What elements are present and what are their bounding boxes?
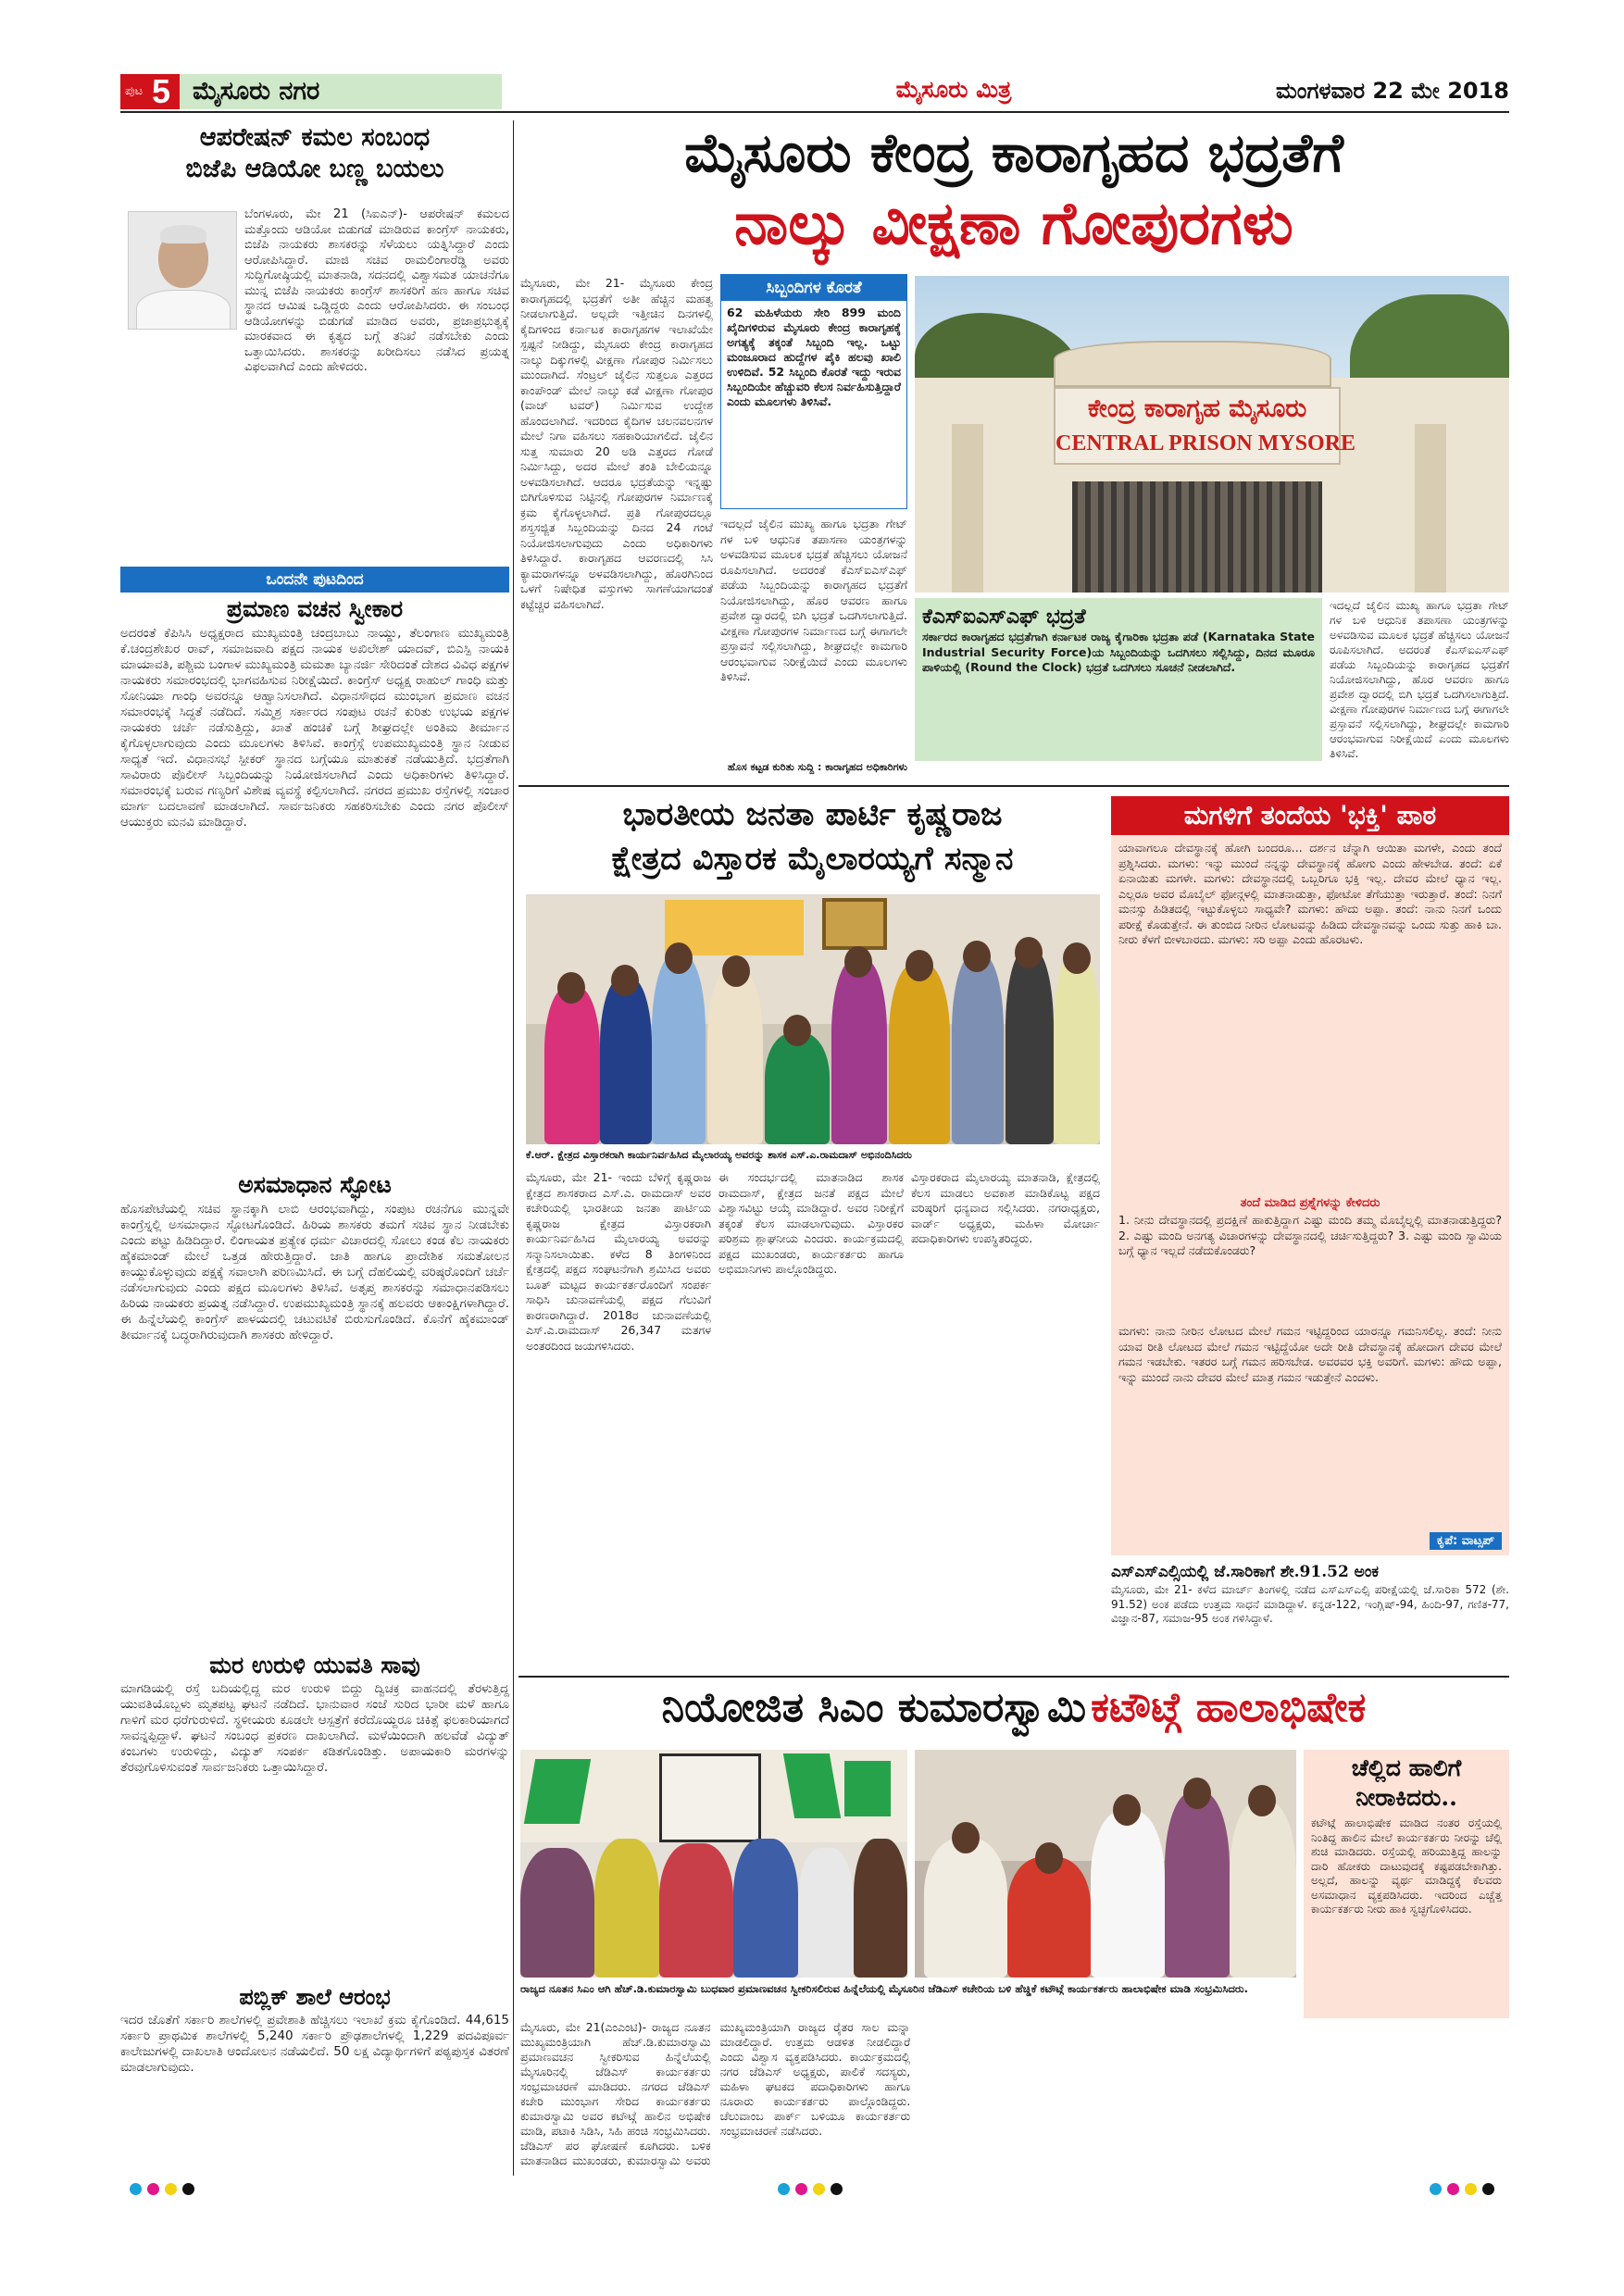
person-3 [652,955,706,1144]
left-story3-body: ಹೊಸಪೇಟೆಯಲ್ಲಿ ಸಚಿವ ಸ್ಥಾನಕ್ಕಾಗಿ ಲಾಬಿ ಆರಂಭವಾಗಿದ್ದು, ಸಂಪುಟ ರಚನೆಗೂ ಮುನ್ನವೇ ಕಾಂಗ್ರೆಸ್ನಲ್ಲಿ ಅಸಮಾಧಾನ ಸ್ಫೋಟಗೊಂಡಿದೆ. ಹಿರಿಯ ಶಾಸಕರು ತಮಗೆ ಸಚಿವ ಸ್ಥಾನ ನೀಡಬೇಕು ಎಂದು ಪಟ್ಟು ಹಿಡಿದಿದ್ದಾರೆ. ಲಿಂಗಾಯತ ಪ್ರತ್ಯೇಕ ಧರ್ಮ ವಿಚಾರದಲ್ಲಿ ಸೋಲು ಕಂಡ ಕೆಲ ನಾಯಕರು ಹೈಕಮಾಂಡ್ ಮೇಲೆ ಒತ್ತಡ ಹೇರುತ್ತಿದ್ದಾರೆ. ಜಾತಿ ಹಾಗೂ ಪ್ರಾದೇಶಿಕ ಸಮತೋಲನ ಕಾಯ್ದುಕೊಳ್ಳುವುದು ಪಕ್ಷಕ್ಕೆ ಸವಾಲಾಗಿ ಪರಿಣಮಿಸಿದೆ. ಈ ಬಗ್ಗೆ ದೆಹಲಿಯಲ್ಲಿ ವರಿಷ್ಠರೊಂದಿಗೆ ಚರ್ಚೆ ನಡೆಸಲಾಗುವುದು ಎಂದು ಪಕ್ಷದ ಮೂಲಗಳು ತಿಳಿಸಿವೆ. ಅತೃಪ್ತ ಶಾಸಕರನ್ನು ಸಮಾಧಾನಪಡಿಸಲು ಹಿರಿಯ ನಾಯಕರು ಪ್ರಯತ್ನ ನಡೆಸಿದ್ದಾರೆ. ಉಪಮುಖ್ಯಮಂತ್ರಿ ಸ್ಥಾನಕ್ಕೆ ಹಲವರು ಆಕಾಂಕ್ಷಿಗಳಾಗಿದ್ದಾರೆ. ಈ ಹಿನ್ನೆಲೆಯಲ್ಲಿ ಕಾಂಗ್ರೆಸ್ ಪಾಳಯದಲ್ಲಿ ಚಟುವಟಿಕೆ ಬಿರುಸುಗೊಂಡಿದೆ. ಕೊನೆಗೆ ಹೈಕಮಾಂಡ್ ತೀರ್ಮಾನಕ್ಕೆ ಬದ್ಧರಾಗಿರುವುದಾಗಿ ಶಾಸಕರು ಹೇಳಿದ್ದಾರೆ. [120,1202,509,1342]
hk-headline [518,1679,1509,1741]
milk-box-body: ಕಟೌಟ್ಗೆ ಹಾಲಾಭಿಷೇಕ ಮಾಡಿದ ನಂತರ ರಸ್ತೆಯಲ್ಲಿ ನಿಂತಿದ್ದ ಹಾಲಿನ ಮೇಲೆ ಕಾರ್ಯಕರ್ತರು ನೀರನ್ನು ಚೆಲ್ಲಿ ಶುಚಿ ಮಾಡಿದರು. ರಸ್ತೆಯಲ್ಲಿ ಹರಿಯುತ್ತಿದ್ದ ಹಾಲನ್ನು ದಾರಿ ಹೋಕರು ದಾಟುವುದಕ್ಕೆ ಕಷ್ಟಪಡಬೇಕಾಗಿತ್ತು. ಅಲ್ಲದೆ, ಹಾಲನ್ನು ವ್ಯರ್ಥ ಮಾಡಿದ್ದಕ್ಕೆ ಕೆಲವರು ಅಸಮಾಧಾನ ವ್ಯಕ್ತಪಡಿಸಿದರು. ಇದರಿಂದ ಎಚ್ಚೆತ್ತ ಕಾರ್ಯಕರ್ತರು ನೀರು ಹಾಕಿ ಸ್ವಚ್ಛಗೊಳಿಸಿದರು. [1311,1816,1502,1915]
group-head-5 [1248,1785,1276,1816]
hk-cutout-photo-2 [915,1750,1296,1978]
dot-magenta [795,2183,807,2195]
left-story-public-school [120,1981,509,2176]
bjp-story [518,792,1106,1635]
page-number-box [120,74,502,109]
head-4 [722,955,750,987]
bjp-felicitation-photo [526,894,1100,1144]
left-story2-headline: ಪ್ರಮಾಣ ವಚನ ಸ್ವೀಕಾರ [226,595,404,622]
bhakti-questions: 1. ನೀನು ದೇವಸ್ಥಾನದಲ್ಲಿ ಪ್ರದಕ್ಷಿಣೆ ಹಾಕುತ್ತಿದ್ದಾಗ ಎಷ್ಟು ಮಂದಿ ತಮ್ಮ ಮೊಬೈಲ್ನಲ್ಲಿ ಮಾತನಾಡುತ್ತಿದ್ದರು? 2. ಎಷ್ಟು ಮಂದಿ ಅನಗತ್ಯ ವಿಚಾರಗಳನ್ನು ದೇವಸ್ಥಾನದಲ್ಲಿ ಚರ್ಚಿಸುತ್ತಿದ್ದರು? 3. ಎಷ್ಟು ಮಂದಿ ಸ್ವಾಮಿಯ ಬಗ್ಗೆ ಧ್ಯಾನ ಇಲ್ಲದೆ ನಡೆದುಕೊಂಡರು? [1118,1213,1502,1257]
person-2 [600,978,652,1144]
left-story-tree-fall [120,1650,509,1955]
bhakti-body: ಯಾವಾಗಲೂ ದೇವಸ್ಥಾನಕ್ಕೆ ಹೋಗಿ ಬಂದರೂ... ದರ್ಶನ ಚೆನ್ನಾಗಿ ಆಯಿತಾ ಮಗಳೇ, ಎಂದು ತಂದೆ ಪ್ರಶ್ನಿಸಿದರು. ಮಗಳು: ಇನ್ನು ಮುಂದೆ ನನ್ನನ್ನು ದೇವಸ್ಥಾನಕ್ಕೆ ಹೋಗು ಎಂದು ಹೇಳಬೇಡ. ತಂದೆ: ಏಕೆ ಏನಾಯಿತು ಮಗಳೇ. ಮಗಳು: ದೇವಸ್ಥಾನದಲ್ಲಿ ಒಬ್ಬರಿಗೂ ಭಕ್ತಿ ಇಲ್ಲ. ದೇವರ ಮೇಲೆ ಧ್ಯಾನ ಇಲ್ಲ. ಎಲ್ಲರೂ ಅವರ ಮೊಬೈಲ್ ಫೋನ್ಗಳಲ್ಲಿ ಮಾತನಾಡುತ್ತಾ, ಫೋಟೋ ತೆಗೆಯುತ್ತಾ ಇರುತ್ತಾರೆ. ತಂದೆ: ನಿನಗೆ ಮನಸ್ಸು ಹಿಡಿತದಲ್ಲಿ ಇಟ್ಟುಕೊಳ್ಳಲು ಸಾಧ್ಯವೇ? ಮಗಳು: ಹೌದು ಅಪ್ಪಾ. ತಂದೆ: ನಾನು ನಿನಗೆ ಒಂದು ಪರೀಕ್ಷೆ ಕೊಡುತ್ತೇನೆ. ಈ ತುಂಬಿದ ನೀರಿನ ಲೋಟವನ್ನು ಹಿಡಿದು ದೇವಸ್ಥಾನವನ್ನು ಒಂದು ಸುತ್ತು ಹಾಕಿ ಬಾ. ನೀರು ಕೆಳಗೆ ಬೀಳಬಾರದು. ಮಗಳು: ಸರಿ ಅಪ್ಪಾ ಎಂದು ಹೊರಟಳು. [1118,841,1502,946]
crowd-1 [520,1848,594,1978]
sslc-story [1111,1561,1509,1670]
page-label-badge [120,74,180,109]
hk-headline-part1: ನಿಯೋಜಿತ ಸಿಎಂ ಕುಮಾರಸ್ವಾಮಿ [661,1684,1087,1731]
person-hair [160,225,206,243]
group-2 [1007,1857,1091,1978]
masthead [120,72,1509,113]
group-5 [1230,1802,1296,1978]
lead-headline-line1: ಮೈಸೂರು ಕೇಂದ್ರ ಕಾರಾಗೃಹದ ಭದ್ರತೆಗೆ [684,121,1343,184]
prison-signboard [1054,387,1356,465]
head-5 [783,1015,811,1046]
person-shirt [136,290,231,330]
bhakti-box [1111,796,1509,1555]
crowd-2 [594,1839,659,1978]
lead-body-col4: ಇದಲ್ಲದೆ ಜೈಲಿನ ಮುಖ್ಯ ಹಾಗೂ ಭದ್ರತಾ ಗೇಟ್ ಗಳ ಬಳಿ ಆಧುನಿಕ ತಪಾಸಣಾ ಯಂತ್ರಗಳನ್ನು ಅಳವಡಿಸುವ ಮೂಲಕ ಭದ್ರತೆ ಹೆಚ್ಚಿಸಲು ಯೋಜನೆ ರೂಪಿಸಲಾಗಿದೆ. ಅದರಂತೆ ಕೆಎಸ್ಐಎಸ್ಎಫ್ ಪಡೆಯ ಸಿಬ್ಬಂದಿಯನ್ನು ಕಾರಾಗೃಹದ ಭದ್ರತೆಗೆ ನಿಯೋಜಿಸಲಾಗಿದ್ದು, ಹೊರ ಆವರಣ ಹಾಗೂ ಪ್ರವೇಶ ದ್ವಾರದಲ್ಲಿ ಬಿಗಿ ಭದ್ರತೆ ಒದಗಿಸಲಾಗುತ್ತಿದೆ. ವೀಕ್ಷಣಾ ಗೋಪುರಗಳ ನಿರ್ಮಾಣದ ಬಗ್ಗೆ ಈಗಾಗಲೇ ಪ್ರಸ್ತಾವನೆ ಸಲ್ಲಿಸಲಾಗಿದ್ದು, ಶೀಘ್ರದಲ್ಲೇ ಕಾಮಗಾರಿ ಆರಂಭವಾಗುವ ನಿರೀಕ್ಷೆಯಿದೆ ಎಂದು ಮೂಲಗಳು ತಿಳಿಸಿವೆ. [1330,599,1509,760]
milk-box [1304,1750,1509,2018]
dot-magenta [1447,2183,1459,2195]
dot-yellow [1465,2183,1477,2195]
page-number: 5 [152,74,171,109]
registration-dots-right [1430,2181,1513,2200]
hk-cutout-photo-1 [520,1750,907,1978]
ksisf-title: ಕೆಎಸ್ಐಎಸ್ಎಫ್ ಭದ್ರತೆ [922,605,1086,629]
paper-name: ಮೈಸೂರು ಮಿತ್ರ [895,76,1012,103]
left-story5-body: ಇದರ ಜೊತೆಗೆ ಸರ್ಕಾರಿ ಶಾಲೆಗಳಲ್ಲಿ ಪ್ರವೇಶಾತಿ ಹೆಚ್ಚಿಸಲು ಇಲಾಖೆ ಕ್ರಮ ಕೈಗೊಂಡಿದೆ. 44,615 ಸರ್ಕಾರಿ ಪ್ರಾಥಮಿಕ ಶಾಲೆಗಳಲ್ಲಿ 5,240 ಸರ್ಕಾರಿ ಪ್ರೌಢಶಾಲೆಗಳಲ್ಲಿ 1,229 ಪದವಿಪೂರ್ವ ಕಾಲೇಜುಗಳಲ್ಲಿ ದಾಖಲಾತಿ ಆಂದೋಲನ ನಡೆಯಲಿದೆ. 50 ಲಕ್ಷ ವಿದ್ಯಾರ್ಥಿಗಳಿಗೆ ಪಠ್ಯಪುಸ್ತಕ ವಿತರಣೆ ಮಾಡಲಾಗುವುದು. [120,2013,509,2075]
milk-box-headline1: ಚೆಲ್ಲಿದ ಹಾಲಿಗೆ [1351,1754,1462,1781]
dot-magenta [147,2183,159,2195]
head-1 [557,972,585,1004]
person-8 [952,955,1004,1144]
sslc-body: ಮೈಸೂರು, ಮೇ 21- ಕಳೆದ ಮಾರ್ಚ್ ತಿಂಗಳಲ್ಲಿ ನಡೆದ ಎಸ್ಎಸ್ಎಲ್ಸಿ ಪರೀಕ್ಷೆಯಲ್ಲಿ ಜೆ.ಸಾರಿಕಾ 572 (ಶೇ. 91.52) ಅಂಕ ಪಡೆದು ಉತ್ತಮ ಸಾಧನೆ ಮಾಡಿದ್ದಾಳೆ. ಕನ್ನಡ-122, ಇಂಗ್ಲಿಷ್-94, ಹಿಂದಿ-97, ಗಣಿತ-77, ವಿಜ್ಞಾನ-87, ಸಮಾಜ-95 ಅಂಕ ಗಳಿಸಿದ್ದಾಳೆ. [1111,1583,1509,1625]
head-8 [963,941,991,972]
group-head-2 [1035,1842,1063,1874]
from-page-one-bar: ಒಂದನೇ ಪುಟದಿಂದ [120,567,509,593]
group-1 [924,1839,1007,1978]
left-story3-headline: ಅಸಮಾಧಾನ ಸ್ಫೋಟ [238,1171,392,1198]
crowd-5 [798,1848,854,1978]
bhakti-credit: ಕೃಪೆ: ವಾಟ್ಸಪ್ [1430,1532,1502,1550]
group-head-1 [952,1822,980,1853]
head-2 [611,965,639,996]
head-7 [906,950,933,981]
head-6 [844,946,872,978]
bjp-body-col1: ಮೈಸೂರು, ಮೇ 21- ಇಂದು ಬೆಳಿಗ್ಗೆ ಕೃಷ್ಣರಾಜ ಕ್ಷೇತ್ರದ ಶಾಸಕರಾದ ಎಸ್.ಎ. ರಾಮದಾಸ್ ಅವರ ಕಚೇರಿಯಲ್ಲಿ ಭಾರತೀಯ ಜನತಾ ಪಾರ್ಟಿಯ ಕೃಷ್ಣರಾಜ ಕ್ಷೇತ್ರದ ವಿಸ್ತಾರಕರಾಗಿ ಕಾರ್ಯನಿರ್ವಹಿಸಿದ ಮೈಲಾರಯ್ಯ ಅವರನ್ನು ಸನ್ಮಾನಿಸಲಾಯಿತು. ಕಳೆದ 8 ತಿಂಗಳಿನಿಂದ ಕ್ಷೇತ್ರದಲ್ಲಿ ಪಕ್ಷದ ಸಂಘಟನೆಗಾಗಿ ಶ್ರಮಿಸಿದ ಅವರು ಬೂತ್ ಮಟ್ಟದ ಕಾರ್ಯಕರ್ತರೊಂದಿಗೆ ಸಂಪರ್ಕ ಸಾಧಿಸಿ ಚುನಾವಣೆಯಲ್ಲಿ ಪಕ್ಷದ ಗೆಲುವಿಗೆ ಕಾರಣರಾಗಿದ್ದಾರೆ. 2018ರ ಚುನಾವಣೆಯಲ್ಲಿ ಎಸ್.ಎ.ರಾಮದಾಸ್ 26,347 ಮತಗಳ ಅಂತರದಿಂದ ಜಯಗಳಿಸಿದರು. [526,1170,711,1353]
lead-headline [518,119,1509,267]
dot-cyan [1430,2183,1442,2195]
flag-1 [524,1759,591,1824]
mid-bottom-rule [518,1676,1509,1678]
crowd-4 [733,1839,798,1978]
registration-dots-left [130,2181,213,2200]
dot-yellow [813,2183,825,2195]
crowd-3 [659,1843,733,1978]
cutout-frame [659,1753,761,1842]
sslc-headline: ಎಸ್ಎಸ್ಎಲ್ಸಿಯಲ್ಲಿ ಜೆ.ಸಾರಿಕಾಗೆ ಶೇ.91.52 ಅಂಕ [1111,1563,1380,1581]
person-7 [889,964,950,1144]
left-story1-headline1: ಆಪರೇಷನ್ ಕಮಲ ಸಂಬಂಧ [199,123,431,152]
ramalinga-reddy-photo [128,211,237,330]
registration-dots-center [778,2181,861,2200]
pillar-right [1415,424,1446,593]
issue-date: ಮಂಗಳವಾರ 22 ಮೇ 2018 [1275,78,1509,104]
prison-pediment [1054,341,1331,387]
section-name: ಮೈಸೂರು ನಗರ [193,77,320,106]
hk-headline-part2: ಕಟೌಟ್ಗೆ ಹಾಲಾಭಿಷೇಕ [1091,1684,1367,1731]
person-6 [831,959,887,1144]
lead-headline-line2: ನಾಲ್ಕು ವೀಕ್ಷಣಾ ಗೋಪುರಗಳು [734,189,1293,258]
prison-gate [1072,481,1322,593]
dot-black [182,2183,194,2195]
central-prison-photo [915,276,1509,593]
left-story1-headline2: ಬಿಜೆಪಿ ಆಡಿಯೋ ಬಣ್ಣ ಬಯಲು [185,155,444,183]
bjp-headline-line2: ಕ್ಷೇತ್ರದ ವಿಸ್ತಾರಕ ಮೈಲಾರಯ್ಯಗೆ ಸನ್ಮಾನ [611,840,1014,878]
page-label: ಪುಟ [125,84,144,98]
lead-credit: ಹೊಸ ಕಟ್ಟಡ ಕುರಿತು ಸುದ್ದಿ : ಕಾರಾಗೃಹದ ಅಧಿಕಾರಿಗಳು [727,761,907,773]
left-story1-body: ಬೆಂಗಳೂರು, ಮೇ 21 (ಸಿಐಎನ್)- ಆಪರೇಷನ್ ಕಮಲದ ಮತ್ತೊಂದು ಆಡಿಯೋ ಬಿಡುಗಡೆ ಮಾಡಿರುವ ಕಾಂಗ್ರೆಸ್ ನಾಯಕರು, ಬಿಜೆಪಿ ನಾಯಕರು ಶಾಸಕರನ್ನು ಸೆಳೆಯಲು ಯತ್ನಿಸಿದ್ದಾರೆ ಎಂದು ಆರೋಪಿಸಿದ್ದಾರೆ. ಮಾಜಿ ಸಚಿವ ರಾಮಲಿಂಗಾರೆಡ್ಡಿ ಅವರು ಸುದ್ದಿಗೋಷ್ಠಿಯಲ್ಲಿ ಮಾತನಾಡಿ, ಸದನದಲ್ಲಿ ವಿಶ್ವಾಸಮತ ಯಾಚನೆಗೂ ಮುನ್ನ ಬಿಜೆಪಿ ನಾಯಕರು ಕಾಂಗ್ರೆಸ್ ಶಾಸಕರಿಗೆ ಹಣ ಹಾಗೂ ಸಚಿವ ಸ್ಥಾನದ ಆಮಿಷ ಒಡ್ಡಿದ್ದರು ಎಂದು ಆರೋಪಿಸಿದರು. ಈ ಸಂಬಂಧ ಆಡಿಯೋಗಳನ್ನು ಬಿಡುಗಡೆ ಮಾಡಿದ ಅವರು, ಪ್ರಜಾಪ್ರಭುತ್ವಕ್ಕೆ ಮಾರಕವಾದ ಈ ಕೃತ್ಯದ ಬಗ್ಗೆ ತನಿಖೆ ನಡೆಸಬೇಕು ಎಂದು ಒತ್ತಾಯಿಸಿದರು. ಶಾಸಕರನ್ನು ಖರೀದಿಸಲು ನಡೆಸಿದ ಪ್ರಯತ್ನ ವಿಫಲವಾಗಿದೆ ಎಂದು ಹೇಳಿದರು. [244,207,509,374]
dot-black [1482,2183,1494,2195]
person-4 [707,968,763,1144]
bhakti-body2: ಮಗಳು: ನಾನು ನೀರಿನ ಲೋಟದ ಮೇಲೆ ಗಮನ ಇಟ್ಟಿದ್ದರಿಂದ ಯಾರನ್ನೂ ಗಮನಿಸಲಿಲ್ಲ. ತಂದೆ: ನೀನು ಯಾವ ರೀತಿ ಲೋಟದ ಮೇಲೆ ಗಮನ ಇಟ್ಟಿದ್ದೆಯೋ ಅದೇ ರೀತಿ ದೇವಸ್ಥಾನಕ್ಕೆ ಹೋದಾಗ ದೇವರ ಮೇಲೆ ಗಮನ ಇಡಬೇಕು. ಇತರರ ಬಗ್ಗೆ ಗಮನ ಹರಿಸಬೇಡ. ಅವರವರ ಭಕ್ತಿ ಅವರಿಗೆ. ಮಗಳು: ಹೌದು ಅಪ್ಪಾ, ಇನ್ನು ಮುಂದೆ ನಾನು ದೇವರ ಮೇಲೆ ಮಾತ್ರ ಗಮನ ಇಡುತ್ತೇನೆ ಎಂದಳು. [1118,1324,1502,1384]
left-column-divider [513,120,514,2176]
ksisf-body: ಸರ್ಕಾರದ ಕಾರಾಗೃಹದ ಭದ್ರತೆಗಾಗಿ ಕರ್ನಾಟಕ ರಾಜ್ಯ ಕೈಗಾರಿಕಾ ಭದ್ರತಾ ಪಡೆ (Karnataka State Industrial Security Force)ಯ ಸಿಬ್ಬಂದಿಯನ್ನು ಒದಗಿಸಲು ಸಲ್ಲಿಸಿದ್ದು, ದಿನದ ಮೂರೂ ಪಾಳಿಯಲ್ಲಿ (Round the Clock) ಭದ್ರತೆ ಒದಗಿಸಲು ಸೂಚನೆ ನೀಡಲಾಗಿದೆ. [922,630,1315,674]
person-9 [1006,950,1054,1144]
left-story5-headline: ಪಬ್ಲಿಕ್ ಶಾಲೆ ಆರಂಭ [239,1983,391,2010]
group-3 [1091,1811,1165,1978]
sign-english: CENTRAL PRISON MYSORE [1056,431,1356,455]
bjp-body-col2: ಈ ಸಂದರ್ಭದಲ್ಲಿ ಮಾತನಾಡಿದ ಶಾಸಕ ರಾಮದಾಸ್, ಕ್ಷೇತ್ರದ ಜನತೆ ಪಕ್ಷದ ಮೇಲೆ ವಿಶ್ವಾಸವಿಟ್ಟು ಆಯ್ಕೆ ಮಾಡಿದ್ದಾರೆ. ಅವರ ನಿರೀಕ್ಷೆಗೆ ತಕ್ಕಂತೆ ಕೆಲಸ ಮಾಡಲಾಗುವುದು. ವಿಸ್ತಾರಕರ ಪರಿಶ್ರಮ ಶ್ಲಾಘನೀಯ ಎಂದರು. ಕಾರ್ಯಕ್ರಮದಲ್ಲಿ ಪಕ್ಷದ ಮುಖಂಡರು, ಕಾರ್ಯಕರ್ತರು ಹಾಗೂ ಅಭಿಮಾನಿಗಳು ಪಾಲ್ಗೊಂಡಿದ್ದರು. [718,1170,904,1276]
left-story-operation-kamala [120,122,509,576]
person-1 [544,987,600,1144]
left-story-dissent [120,1168,509,1650]
staff-box-title: ಸಿಬ್ಬಂದಿಗಳ ಕೊರತೆ [721,275,906,301]
ksisf-box [915,598,1322,761]
group-4 [1165,1792,1230,1978]
flag-3 [844,1761,891,1816]
dot-cyan [778,2183,790,2195]
bjp-headline-line1: ಭಾರತೀಯ ಜನತಾ ಪಾರ್ಟಿ ಕೃಷ್ಣರಾಜ [622,795,1003,833]
bhakti-title: ಮಗಳಿಗೆ ತಂದೆಯ 'ಭಕ್ತಿ' ಪಾಠ [1111,796,1509,835]
sign-kannada: ಕೇಂದ್ರ ಕಾರಾಗೃಹ ಮೈಸೂರು [1087,394,1307,423]
head-3 [665,942,693,974]
left-story2-body: ಅದರಂತೆ ಕೆಪಿಸಿಸಿ ಅಧ್ಯಕ್ಷರಾದ ಮುಖ್ಯಮಂತ್ರಿ ಚಂದ್ರಬಾಬು ನಾಯ್ಡು, ತೆಲಂಗಾಣ ಮುಖ್ಯಮಂತ್ರಿ ಕೆ.ಚಂದ್ರಶೇಖರ ರಾವ್, ಸಮಾಜವಾದಿ ಪಕ್ಷದ ನಾಯಕ ಅಖಿಲೇಶ್ ಯಾದವ್, ಬಿಎಸ್ಪಿ ನಾಯಕಿ ಮಾಯಾವತಿ, ಪಶ್ಚಿಮ ಬಂಗಾಳ ಮುಖ್ಯಮಂತ್ರಿ ಮಮತಾ ಬ್ಯಾನರ್ಜಿ ಸೇರಿದಂತೆ ದೇಶದ ವಿವಿಧ ಪಕ್ಷಗಳ ನಾಯಕರು ಸಮಾರಂಭದಲ್ಲಿ ಭಾಗವಹಿಸುವ ನಿರೀಕ್ಷೆಯಿದೆ. ಕಾಂಗ್ರೆಸ್ ಅಧ್ಯಕ್ಷ ರಾಹುಲ್ ಗಾಂಧಿ ಮತ್ತು ಸೋನಿಯಾ ಗಾಂಧಿ ಅವರನ್ನೂ ಆಹ್ವಾನಿಸಲಾಗಿದೆ. ವಿಧಾನಸೌಧದ ಮುಂಭಾಗ ಪ್ರಮಾಣ ವಚನ ಸಮಾರಂಭಕ್ಕೆ ಸಿದ್ಧತೆ ನಡೆದಿದೆ. ಸಮ್ಮಿಶ್ರ ಸರ್ಕಾರದ ಸಂಪುಟ ರಚನೆ ಕುರಿತು ಉಭಯ ಪಕ್ಷಗಳ ನಾಯಕರು ಚರ್ಚೆ ನಡೆಸುತ್ತಿದ್ದು, ಖಾತೆ ಹಂಚಿಕೆ ಬಗ್ಗೆ ಶೀಘ್ರದಲ್ಲೇ ಅಂತಿಮ ತೀರ್ಮಾನ ಕೈಗೊಳ್ಳಲಾಗುವುದು ಎಂದು ಮೂಲಗಳು ತಿಳಿಸಿವೆ. ಕಾಂಗ್ರೆಸ್ಗೆ ಉಪಮುಖ್ಯಮಂತ್ರಿ ಸ್ಥಾನ ನೀಡುವ ಸಾಧ್ಯತೆ ಇದೆ. ವಿಧಾನಸಭೆ ಸ್ಪೀಕರ್ ಸ್ಥಾನದ ಬಗ್ಗೆಯೂ ಮಾತುಕತೆ ನಡೆಯುತ್ತಿದೆ. ಭದ್ರತೆಗಾಗಿ ಸಾವಿರಾರು ಪೊಲೀಸ್ ಸಿಬ್ಬಂದಿಯನ್ನು ನಿಯೋಜಿಸಲಾಗಿದೆ ಎಂದು ಅಧಿಕಾರಿಗಳು ತಿಳಿಸಿದ್ದಾರೆ. ಸಮಾರಂಭಕ್ಕೆ ಬರುವ ಗಣ್ಯರಿಗೆ ವಿಶೇಷ ವ್ಯವಸ್ಥೆ ಕಲ್ಪಿಸಲಾಗಿದೆ. ನಗರದ ಪ್ರಮುಖ ರಸ್ತೆಗಳಲ್ಲಿ ಸಂಚಾರ ಮಾರ್ಗ ಬದಲಾವಣೆ ಮಾಡಲಾಗಿದೆ. ಸಾರ್ವಜನಿಕರು ಸಹಕರಿಸಬೇಕು ಎಂದು ನಗರ ಪೊಲೀಸ್ ಆಯುಕ್ತರು ಮನವಿ ಮಾಡಿದ್ದಾರೆ. [120,626,509,830]
person-10 [1054,955,1100,1144]
dot-cyan [130,2183,142,2195]
lead-bottom-rule [518,785,1509,787]
left-story4-body: ಮಾಗಡಿಯಲ್ಲಿ ರಸ್ತೆ ಬದಿಯಲ್ಲಿದ್ದ ಮರ ಉರುಳಿ ಬಿದ್ದು ದ್ವಿಚಕ್ರ ವಾಹನದಲ್ಲಿ ತೆರಳುತ್ತಿದ್ದ ಯುವತಿಯೊಬ್ಬಳು ಮೃತಪಟ್ಟ ಘಟನೆ ನಡೆದಿದೆ. ಭಾನುವಾರ ಸಂಜೆ ಸುರಿದ ಭಾರೀ ಮಳೆ ಹಾಗೂ ಗಾಳಿಗೆ ಮರ ಧರೆಗುರುಳಿದೆ. ಸ್ಥಳೀಯರು ಕೂಡಲೇ ಆಸ್ಪತ್ರೆಗೆ ಕರೆದೊಯ್ದರೂ ಚಿಕಿತ್ಸೆ ಫಲಕಾರಿಯಾಗದೆ ಸಾವನ್ನಪ್ಪಿದ್ದಾಳೆ. ಘಟನೆ ಸಂಬಂಧ ಪ್ರಕರಣ ದಾಖಲಾಗಿದೆ. ಮಳೆಯಿಂದಾಗಿ ಹಲವೆಡೆ ವಿದ್ಯುತ್ ಕಂಬಗಳು ಉರುಳಿದ್ದು, ವಿದ್ಯುತ್ ಸಂಪರ್ಕ ಕಡಿತಗೊಂಡಿತ್ತು. ಅಪಾಯಕಾರಿ ಮರಗಳನ್ನು ತೆರವುಗೊಳಿಸುವಂತೆ ಸಾರ್ವಜನಿಕರು ಒತ್ತಾಯಿಸಿದ್ದಾರೆ. [120,1681,509,1775]
left-story-oath [120,567,509,1168]
bjp-body-col3: ವಿಸ್ತಾರಕರಾದ ಮೈಲಾರಯ್ಯ ಮಾತನಾಡಿ, ಕ್ಷೇತ್ರದಲ್ಲಿ ಕೆಲಸ ಮಾಡಲು ಅವಕಾಶ ಮಾಡಿಕೊಟ್ಟ ಪಕ್ಷದ ವರಿಷ್ಠರಿಗೆ ಧನ್ಯವಾದ ಸಲ್ಲಿಸಿದರು. ನಗರಾಧ್ಯಕ್ಷರು, ವಾರ್ಡ್ ಅಧ್ಯಕ್ಷರು, ಮಹಿಳಾ ಮೋರ್ಚಾ ಪದಾಧಿಕಾರಿಗಳು ಉಪಸ್ಥಿತರಿದ್ದರು. [911,1170,1100,1245]
group-head-4 [1183,1778,1211,1809]
head-9 [1015,937,1043,968]
crowd-6 [854,1839,907,1978]
person-5 [765,1033,830,1144]
milk-box-headline2: ನೀರಾಕಿದರು.. [1355,1784,1457,1811]
pillar-left [952,424,983,593]
staff-shortage-box [720,274,907,509]
left-story4-headline: ಮರ ಉರುಳಿ ಯುವತಿ ಸಾವು [209,1652,420,1678]
lead-body-col1: ಮೈಸೂರು, ಮೇ 21- ಮೈಸೂರು ಕೇಂದ್ರ ಕಾರಾಗೃಹದಲ್ಲಿ ಭದ್ರತೆಗೆ ಅತೀ ಹೆಚ್ಚಿನ ಮಹತ್ವ ನೀಡಲಾಗುತ್ತಿದೆ. ಅಲ್ಲದೇ ಇತ್ತೀಚಿನ ದಿನಗಳಲ್ಲಿ ಕೈದಿಗಳಿಂದ ಕರ್ನಾಟಕ ಕಾರಾಗೃಹಗಳ ಇಲಾಖೆಯೇ ಸ್ಪಷ್ಟನೆ ನೀಡಿದ್ದು, ಮೈಸೂರು ಕೇಂದ್ರ ಕಾರಾಗೃಹದ ನಾಲ್ಕು ದಿಕ್ಕುಗಳಲ್ಲಿ ವೀಕ್ಷಣಾ ಗೋಪುರ ನಿರ್ಮಿಸಲು ಮುಂದಾಗಿದೆ. ಸೆಂಟ್ರಲ್ ಜೈಲಿನ ಸುತ್ತಲೂ ಎತ್ತರದ ಕಾಂಪೌಂಡ್ ಮೇಲೆ ನಾಲ್ಕು ಕಡೆ ವೀಕ್ಷಣಾ ಗೋಪುರ (ವಾಚ್ ಟವರ್) ನಿರ್ಮಿಸುವ ಉದ್ದೇಶ ಹೊಂದಲಾಗಿದೆ. ಇದರಿಂದ ಕೈದಿಗಳ ಚಲನವಲನಗಳ ಮೇಲೆ ನಿಗಾ ವಹಿಸಲು ಸಹಕಾರಿಯಾಗಲಿದೆ. ಜೈಲಿನ ಸುತ್ತ ಸುಮಾರು 20 ಅಡಿ ಎತ್ತರದ ಗೋಡೆ ನಿರ್ಮಿಸಿದ್ದು, ಅದರ ಮೇಲೆ ತಂತಿ ಬೇಲಿಯನ್ನೂ ಅಳವಡಿಸಲಾಗಿದೆ. ಆದರೂ ಭದ್ರತೆಯನ್ನು ಇನ್ನಷ್ಟು ಬಿಗಿಗೊಳಿಸುವ ನಿಟ್ಟಿನಲ್ಲಿ ಗೋಪುರಗಳ ನಿರ್ಮಾಣಕ್ಕೆ ಕ್ರಮ ಕೈಗೊಳ್ಳಲಾಗಿದೆ. ಪ್ರತಿ ಗೋಪುರದಲ್ಲೂ ಶಸ್ತ್ರಸಜ್ಜಿತ ಸಿಬ್ಬಂದಿಯನ್ನು ದಿನದ 24 ಗಂಟೆ ನಿಯೋಜಿಸಲಾಗುವುದು ಎಂದು ಅಧಿಕಾರಿಗಳು ತಿಳಿಸಿದ್ದಾರೆ. ಕಾರಾಗೃಹದ ಆವರಣದಲ್ಲಿ ಸಿಸಿ ಕ್ಯಾಮರಾಗಳನ್ನೂ ಅಳವಡಿಸಲಾಗಿದ್ದು, ಹೊರಗಿನಿಂದ ಒಳಗೆ ನಿಷೇಧಿತ ವಸ್ತುಗಳು ಸಾಗಣೆಯಾಗದಂತೆ ಕಟ್ಟೆಚ್ಚರ ವಹಿಸಲಾಗಿದೆ. [520,276,713,611]
hk-photo-caption: ರಾಜ್ಯದ ನೂತನ ಸಿಎಂ ಆಗಿ ಹೆಚ್.ಡಿ.ಕುಮಾರಸ್ವಾಮಿ ಬುಧವಾರ ಪ್ರಮಾಣವಚನ ಸ್ವೀಕರಿಸಲಿರುವ ಹಿನ್ನೆಲೆಯಲ್ಲಿ ಮೈಸೂರಿನ ಜೆಡಿಎಸ್ ಕಚೇರಿಯ ಬಳಿ ಹೆಚ್ಡಿಕೆ ಕಟೌಟ್ಗೆ ಕಾರ್ಯಕರ್ತರು ಹಾಲಾಭಿಷೇಕ ಮಾಡಿ ಸಂಭ್ರಮಿಸಿದರು. [520,1982,1249,1995]
frame [822,898,887,950]
bhakti-questions-title: ತಂದೆ ಮಾಡಿದ ಪ್ರಶ್ನೆಗಳನ್ನು ಕೇಳಿದರು [1240,1196,1380,1210]
dot-yellow [165,2183,177,2195]
staff-box-body: 62 ಮಹಿಳೆಯರು ಸೇರಿ 899 ಮಂದಿ ಖೈದಿಗಳಿರುವ ಮೈಸೂರು ಕೇಂದ್ರ ಕಾರಾಗೃಹಕ್ಕೆ ಅಗತ್ಯಕ್ಕೆ ತಕ್ಕಂತೆ ಸಿಬ್ಬಂದಿ ಇಲ್ಲ. ಒಟ್ಟು ಮಂಜೂರಾದ ಹುದ್ದೆಗಳ ಪೈಕಿ ಹಲವು ಖಾಲಿ ಉಳಿದಿವೆ. 52 ಸಿಬ್ಬಂದಿ ಕೊರತೆ ಇದ್ದು ಇರುವ ಸಿಬ್ಬಂದಿಯೇ ಹೆಚ್ಚುವರಿ ಕೆಲಸ ನಿರ್ವಹಿಸುತ್ತಿದ್ದಾರೆ ಎಂದು ಮೂಲಗಳು ತಿಳಿಸಿವೆ. [727,306,901,408]
lead-body-col2: ಇದಲ್ಲದೆ ಜೈಲಿನ ಮುಖ್ಯ ಹಾಗೂ ಭದ್ರತಾ ಗೇಟ್ ಗಳ ಬಳಿ ಆಧುನಿಕ ತಪಾಸಣಾ ಯಂತ್ರಗಳನ್ನು ಅಳವಡಿಸುವ ಮೂಲಕ ಭದ್ರತೆ ಹೆಚ್ಚಿಸಲು ಯೋಜನೆ ರೂಪಿಸಲಾಗಿದೆ. ಅದರಂತೆ ಕೆಎಸ್ಐಎಸ್ಎಫ್ ಪಡೆಯ ಸಿಬ್ಬಂದಿಯನ್ನು ಕಾರಾಗೃಹದ ಭದ್ರತೆಗೆ ನಿಯೋಜಿಸಲಾಗಿದ್ದು, ಹೊರ ಆವರಣ ಹಾಗೂ ಪ್ರವೇಶ ದ್ವಾರದಲ್ಲಿ ಬಿಗಿ ಭದ್ರತೆ ಒದಗಿಸಲಾಗುತ್ತಿದೆ. ವೀಕ್ಷಣಾ ಗೋಪುರಗಳ ನಿರ್ಮಾಣದ ಬಗ್ಗೆ ಈಗಾಗಲೇ ಪ್ರಸ್ತಾವನೆ ಸಲ್ಲಿಸಲಾಗಿದ್ದು, ಶೀಘ್ರದಲ್ಲೇ ಕಾಮಗಾರಿ ಆರಂಭವಾಗುವ ನಿರೀಕ್ಷೆಯಿದೆ ಎಂದು ಮೂಲಗಳು ತಿಳಿಸಿವೆ. [720,517,907,683]
bjp-photo-caption: ಕೆ.ಆರ್. ಕ್ಷೇತ್ರದ ವಿಸ್ತಾರಕರಾಗಿ ಕಾರ್ಯನಿರ್ವಹಿಸಿದ ಮೈಲಾರಯ್ಯ ಅವರನ್ನು ಶಾಸಕ ಎಸ್.ಎ.ರಾಮದಾಸ್ ಅಭಿನಂದಿಸಿದರು [526,1149,912,1161]
head-10 [1063,942,1091,974]
dot-black [831,2183,843,2195]
hk-body: ಮೈಸೂರು, ಮೇ 21(ಎಂಎಂಟಿ)- ರಾಜ್ಯದ ನೂತನ ಮುಖ್ಯಮಂತ್ರಿಯಾಗಿ ಹೆಚ್.ಡಿ.ಕುಮಾರಸ್ವಾಮಿ ಪ್ರಮಾಣವಚನ ಸ್ವೀಕರಿಸುವ ಹಿನ್ನೆಲೆಯಲ್ಲಿ ಮೈಸೂರಿನಲ್ಲಿ ಜೆಡಿಎಸ್ ಕಾರ್ಯಕರ್ತರು ಸಂಭ್ರಮಾಚರಣೆ ಮಾಡಿದರು. ನಗರದ ಜೆಡಿಎಸ್ ಕಚೇರಿ ಮುಂಭಾಗ ಸೇರಿದ ಕಾರ್ಯಕರ್ತರು ಕುಮಾರಸ್ವಾಮಿ ಅವರ ಕಟೌಟ್ಗೆ ಹಾಲಿನ ಅಭಿಷೇಕ ಮಾಡಿ, ಪಟಾಕಿ ಸಿಡಿಸಿ, ಸಿಹಿ ಹಂಚಿ ಸಂಭ್ರಮಿಸಿದರು. ಜೆಡಿಎಸ್ ಪರ ಘೋಷಣೆ ಕೂಗಿದರು. ಬಳಿಕ ಮಾತನಾಡಿದ ಮುಖಂಡರು, ಕುಮಾರಸ್ವಾಮಿ ಅವರು ಮುಖ್ಯಮಂತ್ರಿಯಾಗಿ ರಾಜ್ಯದ ರೈತರ ಸಾಲ ಮನ್ನಾ ಮಾಡಲಿದ್ದಾರೆ. ಉತ್ತಮ ಆಡಳಿತ ನೀಡಲಿದ್ದಾರೆ ಎಂದು ವಿಶ್ವಾಸ ವ್ಯಕ್ತಪಡಿಸಿದರು. ಕಾರ್ಯಕ್ರಮದಲ್ಲಿ ನಗರ ಜೆಡಿಎಸ್ ಅಧ್ಯಕ್ಷರು, ಪಾಲಿಕೆ ಸದಸ್ಯರು, ಮಹಿಳಾ ಘಟಕದ ಪದಾಧಿಕಾರಿಗಳು ಹಾಗೂ ನೂರಾರು ಕಾರ್ಯಕರ್ತರು ಪಾಲ್ಗೊಂಡಿದ್ದರು. ಚೆಲುವಾಂಬ ಪಾರ್ಕ್ ಬಳಿಯೂ ಕಾರ್ಯಕರ್ತರು ಸಂಭ್ರಮಾಚರಣೆ ನಡೆಸಿದರು. [520,2020,911,2167]
group-head-3 [1113,1794,1141,1826]
